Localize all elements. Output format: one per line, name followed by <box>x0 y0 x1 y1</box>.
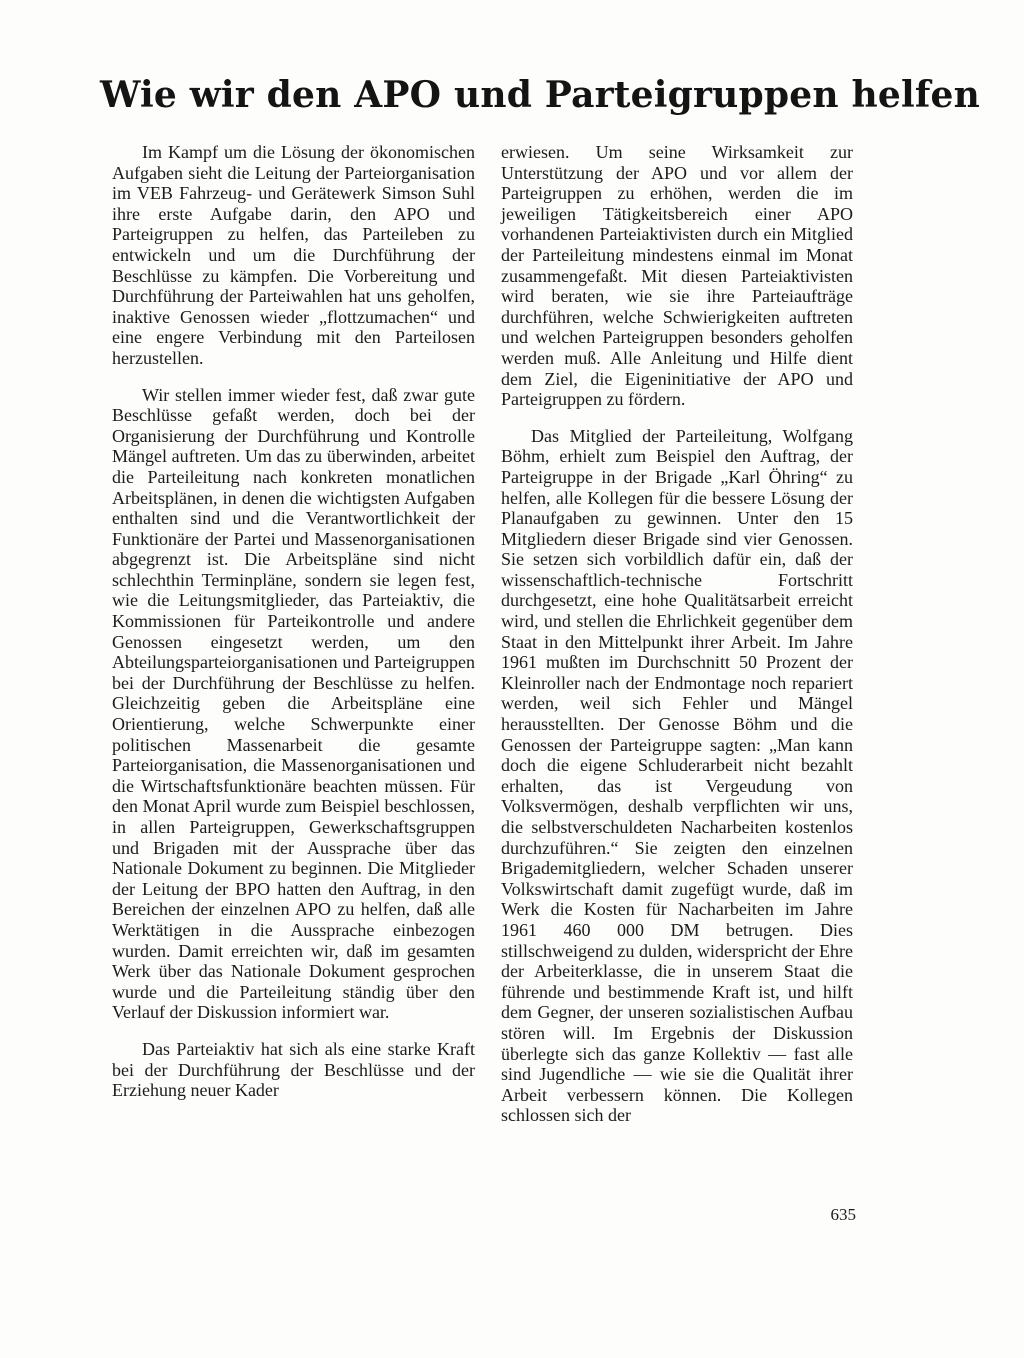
paragraph: Das Mitglied der Parteileitung, Wolfgang Böhm, erhielt zum Beispiel den Auftrag, der Parteigruppe in der Brigade „Karl Öhring“ zu helfen, alle Kollegen für die bessere Lösung der Planaufgaben zu gewinnen. Unter den 15 Mitgliedern dieser Brigade sind vier Genossen. Sie setzen sich vorbildlich dafür ein, daß der wissenschaftlich-technische Fortschritt durchgesetzt, eine hohe Qualitätsarbeit erreicht wird, und stellen die Ehrlichkeit gegenüber dem Staat in den Mittelpunkt ihrer Arbeit. Im Jahre 1961 mußten im Durchschnitt 50 Prozent der Kleinroller nach der Endmontage noch repariert werden, weil sich Fehler und Mängel herausstellten. Der Genosse Böhm und die Genossen der Parteigruppe sagten: „Man kann doch die eigene Schluderarbeit nicht bezahlt erhalten, das ist Vergeudung von Volksvermögen, deshalb verpflichten wir uns, die selbstverschuldeten Nacharbeiten kostenlos durchzuführen.“ Sie zeigten den einzelnen Brigademitgliedern, welcher Schaden unserer Volkswirtschaft damit zugefügt wurde, daß im Werk die Kosten für Nacharbeiten im Jahre 1961 460 000 DM betrugen. Dies stillschweigend zu dulden, widerspricht der Ehre der Arbeiterklasse, die in unserem Staat die führende und bestimmende Kraft ist, und hilft dem Gegner, der unseren sozialistischen Aufbau stören will. Im Ergebnis der Diskussion überlegte sich das ganze Kollektiv — fast alle sind Jugendliche — wie sie die Qualität ihrer Arbeit verbessern können. Die Kollegen schlossen sich der <box>501 425 853 1126</box>
paragraph: Im Kampf um die Lösung der ökonomischen Aufgaben sieht die Leitung der Parteiorganisation im VEB Fahrzeug- und Gerätewerk Simson Suhl ihre erste Aufgabe darin, den APO und Parteigruppen zu helfen, das Parteileben zu entwickeln und um die Durchführung der Beschlüsse zu kämpfen. Die Vorbereitung und Durchführung der Parteiwahlen hat uns geholfen, inaktive Genossen wieder „flottzumachen“ und eine engere Verbindung mit den Parteilosen herzustellen. <box>112 142 475 368</box>
left-text-column <box>112 142 475 1101</box>
paragraph: Das Parteiaktiv hat sich als eine starke Kraft bei der Durchführung der Beschlüsse und der Erziehung neuer Kader <box>112 1038 475 1101</box>
page-number: 635 <box>830 1205 856 1224</box>
paragraph: Wir stellen immer wieder fest, daß zwar gute Beschlüsse gefaßt werden, doch bei der Organisierung der Durchführung und Kontrolle Mängel auftreten. Um das zu überwinden, arbeitet die Parteileitung nach konkreten monatlichen Arbeitsplänen, in denen die wichtigsten Aufgaben enthalten sind und die Verantwortlichkeit der Funktionäre der Partei und Massenorganisationen abgegrenzt ist. Die Arbeitspläne sind nicht schlechthin Terminpläne, sondern sie legen fest, wie die Leitungsmitglieder, das Parteiaktiv, die Kommissionen für Parteikontrolle und andere Genossen eingesetzt werden, um den Abteilungsparteiorganisationen und Parteigruppen bei der Durchführung der Beschlüsse zu helfen. Gleichzeitig geben die Arbeitspläne eine Orientierung, welche Schwerpunkte einer politischen Massenarbeit die gesamte Parteiorganisation, die Massenorganisationen und die Wirtschaftsfunktionäre beachten müssen. Für den Monat April wurde zum Beispiel beschlossen, in allen Parteigruppen, Gewerkschaftsgruppen und Brigaden mit der Aussprache über das Nationale Dokument zu beginnen. Die Mitglieder der Leitung der BPO hatten den Auftrag, in den Bereichen der einzelnen APO zu helfen, daß alle Werktätigen in die Aussprache einbezogen wurden. Damit erreichten wir, daß im gesamten Werk über das Nationale Dokument gesprochen wurde und die Parteileitung ständig über den Verlauf der Diskussion informiert war. <box>112 384 475 1023</box>
paragraph-continued: erwiesen. Um seine Wirksamkeit zur Unterstützung der APO und vor allem der Parteigruppen zu erhöhen, werden die im jeweiligen Tätigkeitsbereich einer APO vorhandenen Parteiaktivisten durch ein Mitglied der Parteileitung mindestens einmal im Monat zusammengefaßt. Mit diesen Parteiaktivisten wird beraten, wie sie ihre Parteiaufträge durchführen, welche Schwierigkeiten auftreten und welchen Parteigruppen besonders geholfen werden muß. Alle Anleitung und Hilfe dient dem Ziel, die Eigeninitiative der APO und Parteigruppen zu fördern. <box>501 142 853 410</box>
right-text-column <box>501 142 853 1126</box>
article-title: Wie wir den APO und Parteigruppen helfen <box>100 74 980 116</box>
